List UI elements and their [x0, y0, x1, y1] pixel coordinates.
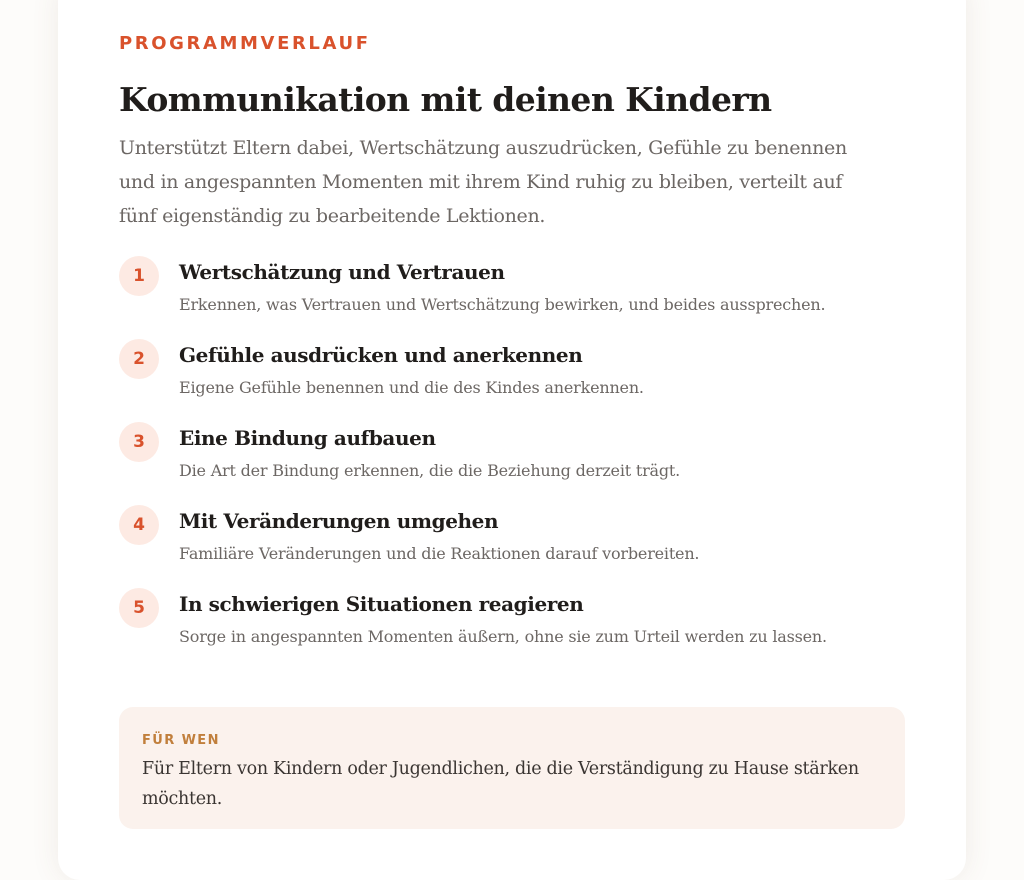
- lesson-item: [119, 336, 879, 402]
- lesson-list: [119, 253, 879, 668]
- lesson-description: Erkennen, was Vertrauen und Wertschätzung bewirken, und beides aussprechen.: [179, 295, 826, 314]
- lesson-number-badge: 3: [119, 422, 159, 462]
- lesson-number-badge: 5: [119, 588, 159, 628]
- lesson-number-badge: 2: [119, 339, 159, 379]
- lesson-item: [119, 502, 879, 568]
- lesson-item: [119, 585, 879, 651]
- lesson-title: Wertschätzung und Vertrauen: [179, 260, 505, 284]
- page-title: Kommunikation mit deinen Kindern: [119, 80, 772, 119]
- audience-label: FÜR WEN: [142, 733, 220, 748]
- lesson-description: Eigene Gefühle benennen und die des Kindes anerkennen.: [179, 378, 644, 397]
- lesson-item: [119, 253, 879, 319]
- lesson-description: Familiäre Veränderungen und die Reaktionen darauf vorbereiten.: [179, 544, 700, 563]
- section-eyebrow: PROGRAMMVERLAUF: [119, 33, 371, 54]
- lesson-item: [119, 419, 879, 485]
- lesson-title: Mit Veränderungen umgehen: [179, 509, 499, 533]
- audience-callout: [119, 707, 905, 829]
- lesson-title: Gefühle ausdrücken und anerkennen: [179, 343, 583, 367]
- audience-text: Für Eltern von Kindern oder Jugendlichen, die die Verständigung zu Hause stärken möchten.: [142, 759, 859, 809]
- lesson-number-badge: 1: [119, 256, 159, 296]
- program-intro: Unterstützt Eltern dabei, Wertschätzung auszudrücken, Gefühle zu benennen und in angespannten Momenten mit ihrem Kind ruhig zu bleiben, verteilt auf fünf eigenständig zu bearbeitende Lektionen.: [119, 137, 847, 227]
- lesson-description: Die Art der Bindung erkennen, die die Beziehung derzeit trägt.: [179, 461, 681, 480]
- lesson-number-badge: 4: [119, 505, 159, 545]
- lesson-description: Sorge in angespannten Momenten äußern, ohne sie zum Urteil werden zu lassen.: [179, 627, 827, 646]
- lesson-title: In schwierigen Situationen reagieren: [179, 592, 584, 616]
- lesson-title: Eine Bindung aufbauen: [179, 426, 436, 450]
